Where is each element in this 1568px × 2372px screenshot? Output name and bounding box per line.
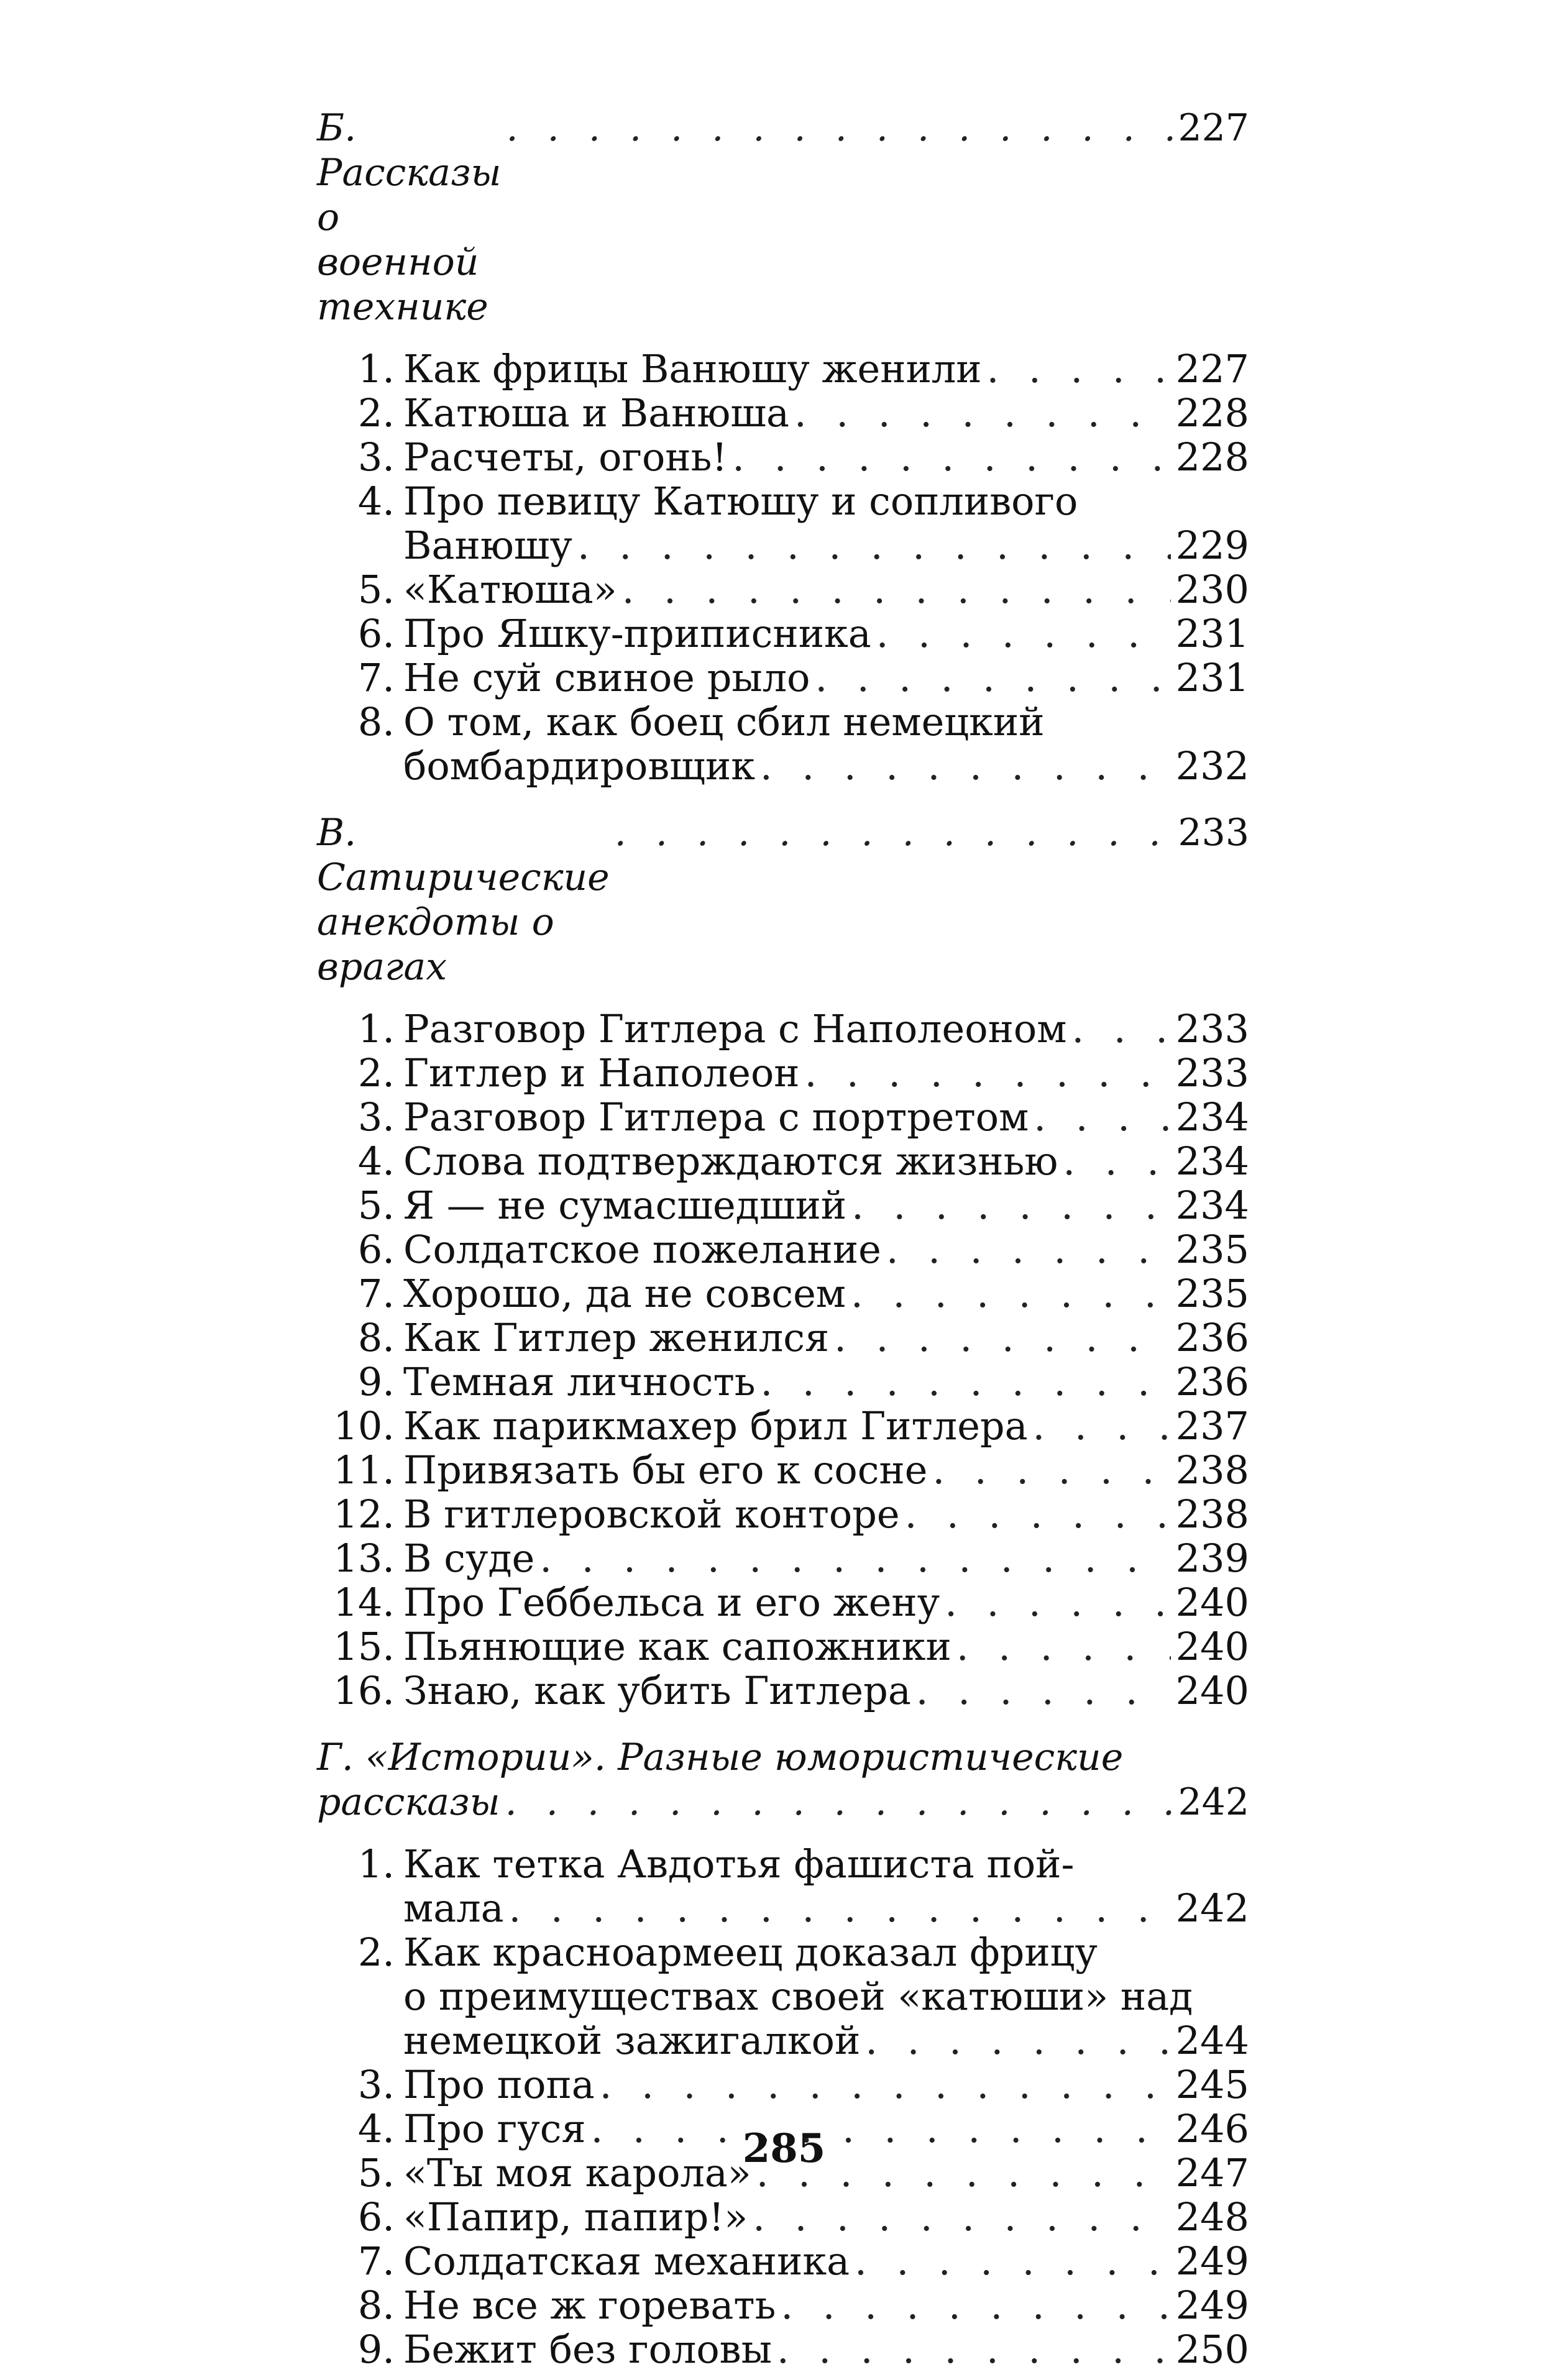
section-heading [317,1735,1249,1825]
entry-title: Не суй свиное рыло [403,655,810,700]
toc-entry [317,656,1249,700]
dot-leader [761,1360,1171,1404]
entry-title: мала [403,1885,504,1931]
entry-title: Разговор Гитлера с портретом [403,1094,1029,1140]
dot-leader [886,1227,1171,1271]
entry-body [403,1183,1249,1227]
dot-leader [956,1624,1171,1669]
entry-page-number: 234 [1175,1094,1249,1140]
entry-page-number: 227 [1175,346,1249,392]
toc-entry [317,435,1249,479]
entry-number: 2. [357,1050,395,1096]
entry-line [403,2283,1249,2327]
toc-entry [317,2195,1249,2239]
entry-number: 8. [357,2283,395,2328]
entry-line [403,1095,1249,1139]
entry-line [403,1448,1249,1492]
entry-page-number: 246 [1175,2106,1249,2151]
section-heading-text: рассказы [317,1780,500,1824]
dot-leader [945,1580,1170,1624]
entry-page-number: 249 [1175,2283,1249,2328]
entry-number: 3. [357,1094,395,1140]
entry-body [403,1404,1249,1448]
entry-line [403,1974,1249,2018]
dot-leader [577,523,1171,567]
dot-leader [505,1780,1173,1825]
entry-body [403,2327,1249,2371]
entry-number: 1. [357,1006,395,1051]
section-heading [317,106,1249,329]
entry-page-number: 237 [1175,1403,1249,1449]
entry-page-number: 238 [1175,1447,1249,1493]
entry-body [403,1448,1249,1492]
entry-body [403,435,1249,479]
entry-title: Как тетка Авдотья фашиста пой- [403,1841,1075,1887]
entry-title: о преимуществах своей «катюши» над [403,1974,1193,2019]
dot-leader [805,1051,1171,1095]
entry-page-number: 231 [1175,655,1249,700]
entry-line [403,1930,1249,1974]
toc-entry [317,1227,1249,1271]
dot-leader [622,567,1171,611]
toc-entry [317,1404,1249,1448]
entry-number: 5. [357,567,395,612]
entry-body [403,1669,1249,1713]
entry-number: 8. [357,699,395,744]
toc-entry [317,2283,1249,2327]
entry-line [403,1624,1249,1669]
toc-entry [317,1139,1249,1183]
entry-line [403,611,1249,656]
section-page-number: 233 [1178,811,1249,854]
entry-title: Разговор Гитлера с Наполеоном [403,1006,1067,1051]
entry-body [403,1316,1249,1360]
entry-title: Привязать бы его к сосне [403,1447,928,1493]
entry-number: 7. [357,655,395,700]
entry-title: Как красноармеец доказал фрицу [403,1930,1098,1975]
entry-title: Про певицу Катюшу и сопливого [403,479,1078,524]
entry-line [403,479,1249,523]
entry-body [403,700,1249,788]
dot-leader [615,810,1173,855]
entry-number: 4. [357,1138,395,1184]
entry-page-number: 238 [1175,1491,1249,1537]
entry-page-number: 236 [1175,1359,1249,1404]
entry-number: 4. [357,2106,395,2151]
entry-title: Расчеты, огонь! [403,434,728,480]
section-heading-text: Г. «Истории». Разные юмористические [317,1736,1124,1779]
entry-number: 7. [357,2238,395,2284]
entry-title: Про гуся [403,2106,586,2151]
toc-entry [317,2239,1249,2283]
section-page-number: 242 [1178,1780,1249,1824]
entry-number: 6. [357,611,395,656]
dot-leader [1034,1095,1170,1139]
entry-page-number: 247 [1175,2150,1249,2196]
toc-entry [317,1051,1249,1095]
dot-leader [905,1492,1171,1536]
dot-leader [932,1448,1170,1492]
toc-entry [317,2063,1249,2107]
entry-number: 3. [357,434,395,480]
toc-entry [317,1007,1249,1051]
dot-leader [753,2195,1170,2239]
entry-page-number: 234 [1175,1138,1249,1184]
entry-body [403,1580,1249,1624]
entry-line [403,2195,1249,2239]
dot-leader [851,1183,1171,1227]
page-number: 285 [742,2125,826,2172]
entry-page-number: 249 [1175,2238,1249,2284]
dot-leader [987,347,1171,391]
dot-leader [851,1271,1171,1316]
entry-title: Как парикмахер брил Гитлера [403,1403,1028,1449]
entry-number: 2. [357,390,395,436]
entry-title: Знаю, как убить Гитлера [403,1668,911,1713]
toc-entry [317,1842,1249,1930]
entry-number: 1. [357,1841,395,1887]
toc-entry [317,1448,1249,1492]
toc-entry [317,1271,1249,1316]
entry-body [403,656,1249,700]
dot-leader [777,2327,1171,2371]
entry-title: О том, как боец сбил немецкий [403,699,1045,744]
entry-body [403,1624,1249,1669]
toc-entry [317,2327,1249,2371]
entry-line [403,2327,1249,2371]
entry-title: Солдатское пожелание [403,1227,881,1272]
entry-line [403,1316,1249,1360]
entry-line [403,1183,1249,1227]
entry-body [403,1139,1249,1183]
entry-number: 7. [357,1271,395,1316]
entry-title: «Ты моя карола» [403,2150,751,2196]
entry-number: 5. [357,1183,395,1228]
entry-line [403,744,1249,788]
entry-title: Ванюшу [403,523,572,568]
entry-title: Про попа [403,2062,595,2107]
entry-line [403,1669,1249,1713]
toc-entry [317,1316,1249,1360]
entry-body [403,347,1249,391]
section-page-number: 227 [1178,106,1249,150]
entry-line [403,1536,1249,1580]
entry-body [403,2063,1249,2107]
entry-page-number: 230 [1175,567,1249,612]
entry-title: Темная личность [403,1359,756,1404]
dot-leader [1033,1404,1171,1448]
entry-page-number: 250 [1175,2327,1249,2372]
entry-title: «Папир, папир!» [403,2194,748,2240]
toc-entry [317,479,1249,567]
entry-title: бомбардировщик [403,743,755,789]
dot-leader [539,1536,1170,1580]
toc-entry [317,1930,1249,2063]
entry-page-number: 248 [1175,2194,1249,2240]
entry-number: 1. [357,346,395,392]
entry-number: 11. [333,1447,395,1493]
entry-line [403,1271,1249,1316]
entry-title: Не все ж горевать [403,2283,776,2328]
dot-leader [855,2239,1171,2283]
entry-body [403,567,1249,611]
entry-title: Я — не сумасшедший [403,1183,847,1228]
entry-number: 15. [333,1624,395,1669]
entry-body [403,479,1249,567]
entry-line [403,1007,1249,1051]
toc-entry [317,700,1249,788]
entry-line [403,2063,1249,2107]
entry-line [403,1492,1249,1536]
entry-line [403,567,1249,611]
entry-number: 12. [333,1491,395,1537]
toc-entry [317,1536,1249,1580]
dot-leader [794,391,1171,435]
entry-body [403,1930,1249,2063]
entry-title: Гитлер и Наполеон [403,1050,800,1096]
entry-body [403,1536,1249,1580]
entry-page-number: 239 [1175,1536,1249,1581]
entry-line [403,700,1249,744]
entry-page-number: 240 [1175,1580,1249,1625]
toc-entry [317,1183,1249,1227]
entry-number: 4. [357,479,395,524]
entry-line [403,523,1249,567]
entry-line [403,1360,1249,1404]
entry-body [403,1007,1249,1051]
dot-leader [1063,1139,1170,1183]
entry-page-number: 233 [1175,1050,1249,1096]
toc-entry [317,347,1249,391]
section-heading-text: В. Сатирические анекдоты о врагах [317,811,610,989]
dot-leader [509,1886,1171,1930]
entry-line [403,1051,1249,1095]
toc-entry [317,391,1249,435]
section-heading-text: Б. Рассказы о военной технике [317,106,502,329]
entry-title: В суде [403,1536,535,1581]
section-heading [317,810,1249,989]
entry-line [403,347,1249,391]
dot-leader [865,2018,1170,2063]
entry-line [403,1139,1249,1183]
entry-page-number: 242 [1175,1885,1249,1931]
entry-line [403,1227,1249,1271]
entry-title: В гитлеровской конторе [403,1491,900,1537]
dot-leader [760,744,1171,788]
dot-leader [781,2283,1170,2327]
entry-page-number: 240 [1175,1668,1249,1713]
entry-page-number: 232 [1175,743,1249,789]
entry-number: 6. [357,2194,395,2240]
toc-entry [317,1624,1249,1669]
entry-page-number: 235 [1175,1271,1249,1316]
entry-title: Катюша и Ванюша [403,390,789,436]
entry-line [403,1580,1249,1624]
toc-entry [317,611,1249,656]
entry-body [403,2195,1249,2239]
toc-entry [317,1669,1249,1713]
entry-page-number: 235 [1175,1227,1249,1272]
entry-body [403,611,1249,656]
entry-body [403,1095,1249,1139]
entry-line [403,1404,1249,1448]
entry-page-number: 245 [1175,2062,1249,2107]
entry-title: Бежит без головы [403,2327,772,2372]
entry-line [403,1886,1249,1930]
dot-leader [507,106,1173,150]
toc-entry [317,1580,1249,1624]
dot-leader [815,656,1170,700]
entry-number: 2. [357,1930,395,1975]
entry-title: Пьянющие как сапожники [403,1624,951,1669]
section-heading-line [317,1780,1249,1825]
entry-body [403,1227,1249,1271]
entry-title: Про Яшку-приписника [403,611,871,656]
entry-page-number: 228 [1175,390,1249,436]
entry-page-number: 233 [1175,1006,1249,1051]
toc-entry [317,1095,1249,1139]
dot-leader [600,2063,1171,2107]
entry-body [403,1842,1249,1930]
entry-body [403,1051,1249,1095]
entry-line [403,435,1249,479]
entry-page-number: 231 [1175,611,1249,656]
entry-body [403,1492,1249,1536]
entry-number: 13. [333,1536,395,1581]
entry-title: Солдатская механика [403,2238,850,2284]
entry-page-number: 244 [1175,2018,1249,2063]
entry-number: 9. [357,2327,395,2372]
entry-number: 8. [357,1315,395,1360]
entry-body [403,1360,1249,1404]
toc-entry [317,567,1249,611]
dot-leader [1071,1007,1170,1051]
toc-entry [317,1360,1249,1404]
table-of-contents [317,106,1249,2371]
entry-body [403,2239,1249,2283]
entry-number: 6. [357,1227,395,1272]
entry-number: 5. [357,2150,395,2196]
entry-number: 14. [333,1580,395,1625]
entry-line [403,391,1249,435]
dot-leader [876,611,1171,656]
entry-number: 16. [333,1668,395,1713]
entry-title: немецкой зажигалкой [403,2018,861,2063]
dot-leader [834,1316,1171,1360]
entry-page-number: 236 [1175,1315,1249,1360]
section-heading-line [317,1735,1249,1780]
entry-body [403,2283,1249,2327]
entry-page-number: 228 [1175,434,1249,480]
entry-line [403,656,1249,700]
entry-body [403,391,1249,435]
entry-title: Слова подтверждаются жизнью [403,1138,1058,1184]
entry-title: Про Геббельса и его жену [403,1580,940,1625]
entry-number: 9. [357,1359,395,1404]
entry-title: Как Гитлер женился [403,1315,830,1360]
entry-page-number: 240 [1175,1624,1249,1669]
entry-number: 3. [357,2062,395,2107]
entry-page-number: 229 [1175,523,1249,568]
entry-title: Хорошо, да не совсем [403,1271,846,1316]
dot-leader [732,435,1170,479]
toc-entry [317,1492,1249,1536]
entry-number: 10. [333,1403,395,1449]
entry-title: «Катюша» [403,567,617,612]
dot-leader [916,1669,1171,1713]
entry-line [403,1842,1249,1886]
entry-page-number: 234 [1175,1183,1249,1228]
entry-title: Как фрицы Ванюшу женили [403,346,982,392]
entry-line [403,2239,1249,2283]
entry-line [403,2018,1249,2063]
entry-body [403,1271,1249,1316]
